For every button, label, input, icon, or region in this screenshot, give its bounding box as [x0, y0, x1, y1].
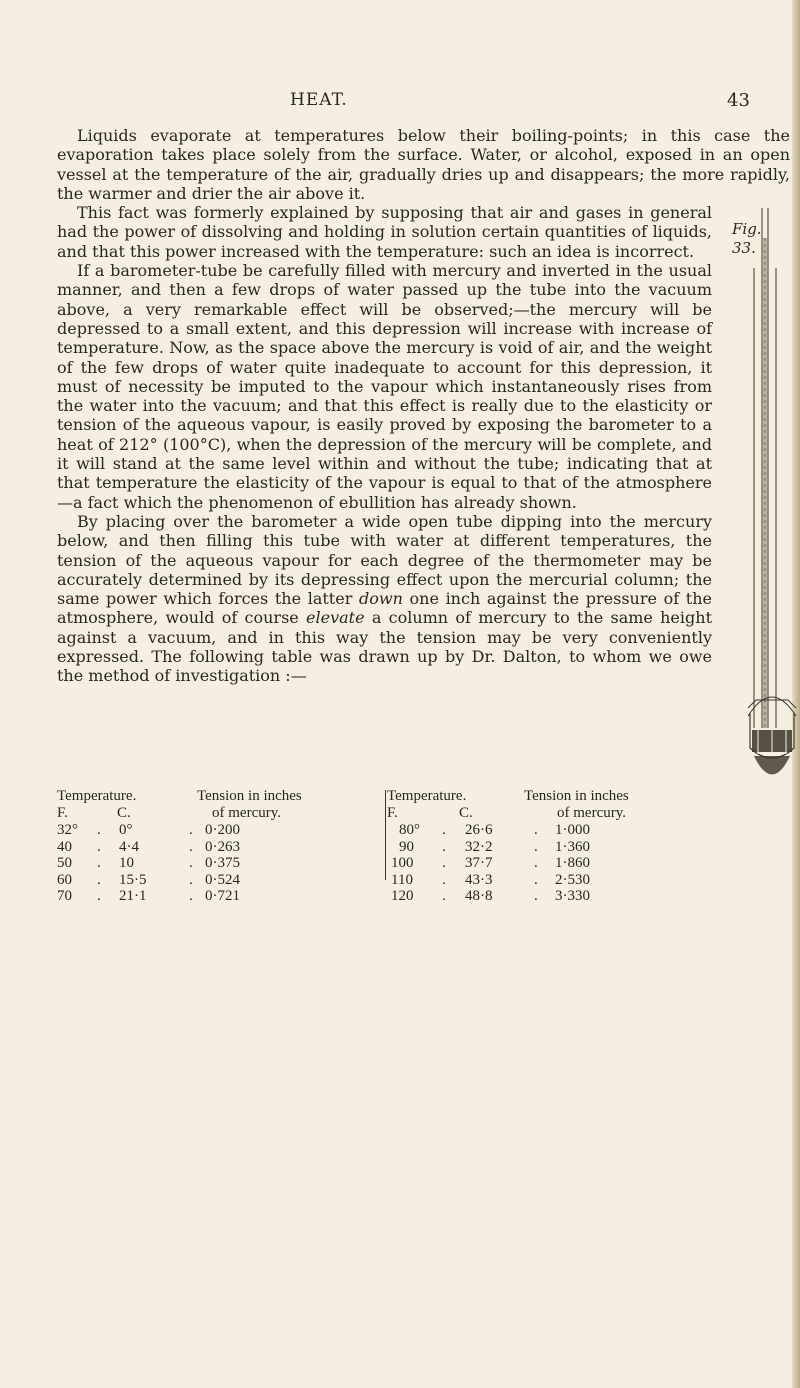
table-row: 60 . 15·5 . 0·524 — [57, 871, 240, 888]
cell-f: 100 — [391, 855, 414, 871]
figure-label: Fig. 33. — [732, 220, 762, 258]
paragraph-1: Liquids evaporate at temperatures below their boiling-points; in this case the evaporation takes place solely from the surface. Water, or alcohol, exposed in an open vessel at the temperature of the air, gradually dries up and disappears; the more rapidly, the warmer and drier the air above it. — [57, 126, 790, 203]
table-row: 110 . 43·3 . 2·530 — [391, 871, 590, 888]
cell-f: 70 — [57, 888, 72, 904]
cell-c: 15·5 — [119, 871, 147, 888]
paragraph-4-part-1: By placing over the barometer a wide open tube dipping into the mercury below, and then filling this tube with water at different temperatures, the tension of the aqueous vapour for each degree of the thermometer may be accurately determined by its depressing effect upon the mercurial column; the same power which forces the latter — [57, 511, 712, 609]
cell-c: 21·1 — [119, 888, 147, 904]
cell-f: 32° — [57, 822, 78, 838]
table-row: 50 . 10 . 0·375 — [57, 855, 240, 871]
barometer-illustration — [748, 208, 798, 803]
cell-f: 90 — [399, 838, 414, 855]
cell-f: 50 — [57, 855, 72, 871]
tension-table-right — [387, 788, 707, 905]
cell-f: 80° — [399, 822, 420, 838]
body-text — [57, 126, 790, 801]
header-mercury: of mercury. — [557, 805, 626, 821]
cell-tension: 0·524 — [205, 871, 240, 888]
cell-tension: 0·200 — [205, 822, 240, 838]
cell-tension: 1·360 — [555, 838, 590, 855]
table-row: 32° . 0° . 0·200 — [57, 822, 240, 838]
cell-tension: 0·263 — [205, 838, 240, 855]
cell-c: 26·6 — [465, 822, 493, 838]
header-tension: Tension in inches — [197, 788, 302, 804]
cell-c: 0° — [119, 822, 133, 838]
cell-tension: 1·860 — [555, 855, 590, 871]
cell-f: 120 — [391, 888, 414, 904]
paragraph-4-part-2: one inch against the pressure of the atmosphere, would of course — [57, 589, 713, 628]
table-row: 40 . 4·4 . 0·263 — [57, 838, 240, 855]
tension-table — [57, 788, 790, 904]
cell-c: 10 — [119, 855, 134, 871]
emphasis-elevate: elevate — [306, 608, 365, 628]
page-number: 43 — [727, 90, 750, 111]
cell-tension: 1·000 — [555, 822, 590, 838]
header-f: F. — [387, 805, 398, 821]
cell-f: 60 — [57, 871, 72, 888]
table-row: 120 . 48·8 . 3·330 — [391, 888, 590, 904]
running-title: HEAT. — [290, 90, 348, 110]
header-temperature: Temperature. — [57, 788, 137, 804]
paragraph-2: This fact was formerly explained by supposing that air and gases in general had the power of dissolving and holding in solution certain quantities of liquids, and that this power increased with the temperature: such an idea is incorrect. — [57, 203, 712, 261]
header-mercury: of mercury. — [212, 805, 281, 821]
emphasis-down: down — [359, 589, 403, 609]
header-c: C. — [459, 805, 473, 821]
running-head — [0, 90, 800, 120]
header-f: F. — [57, 805, 68, 821]
header-temperature: Temperature. — [387, 788, 467, 804]
table-row: 70 . 21·1 . 0·721 — [57, 888, 240, 904]
cell-c: 37·7 — [465, 855, 493, 871]
paragraph-3: If a barometer-tube be carefully filled with mercury and inverted in the usual manner, and then a few drops of water passed up the tube into the vacuum above, a very remarkable effect will be observed;—the mercury will be depressed to a small extent, and this depression will increase with increase of temperature. Now, as the space above the mercury is void of air, and the weight of the few drops of water quite inadequate to account for this depression, it must of necessity be imputed to the vapour which instantaneously rises from the water into the vacuum; and that this effect is really due to the elasticity or tension of the aqueous vapour, is easily proved by exposing the barometer to a heat of 212° (100°C), when the depression of the mercury will be complete, and it will stand at the same level within and without the tube; indicating that at that temperature the elasticity of the vapour is equal to that of the atmosphere—a fact which the phenomenon of ebullition has already shown. — [57, 261, 712, 512]
cell-f: 110 — [391, 871, 413, 888]
table-row: 90 . 32·2 . 1·360 — [399, 838, 590, 855]
cell-f: 40 — [57, 838, 72, 855]
table-divider — [385, 790, 386, 880]
table-row: 80° . 26·6 . 1·000 — [399, 822, 590, 838]
cell-c: 32·2 — [465, 838, 493, 855]
cell-tension: 2·530 — [555, 871, 590, 888]
header-c: C. — [117, 805, 131, 821]
paragraph-4 — [57, 512, 790, 686]
cell-tension: 3·330 — [555, 888, 590, 904]
cell-c: 43·3 — [465, 871, 493, 888]
paragraph-4-part-3: a column of mercury to the same height against a vacuum, and in this way the tension may be very conveniently expressed. The following table was drawn up by Dr. Dalton, to whom we owe the method of investigation :— — [57, 608, 712, 686]
cell-c: 48·8 — [465, 888, 493, 904]
cell-tension: 0·721 — [205, 888, 240, 904]
tension-table-left — [57, 788, 377, 905]
cell-c: 4·4 — [119, 838, 139, 855]
cell-tension: 0·375 — [205, 855, 240, 871]
table-row: 100 . 37·7 . 1·860 — [391, 855, 590, 871]
header-tension: Tension in inches — [524, 788, 629, 804]
